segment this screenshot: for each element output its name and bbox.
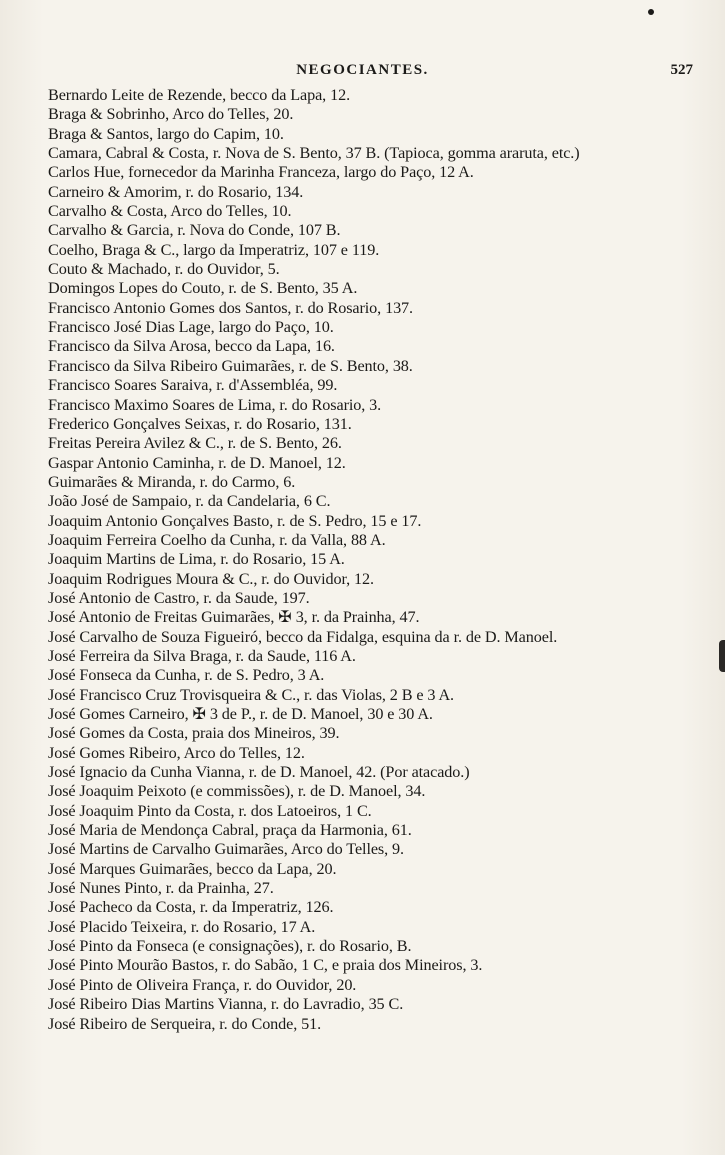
directory-entry: José Pinto da Fonseca (e consignações), r. do Rosario, B. [48, 937, 412, 956]
merchant-directory-list [48, 86, 698, 1034]
directory-entry: José Marques Guimarães, becco da Lapa, 20. [48, 859, 337, 878]
directory-entry: José Maria de Mendonça Cabral, praça da Harmonia, 61. [48, 821, 412, 840]
running-head-title: NEGOCIANTES. [296, 62, 429, 78]
directory-entry: José Pacheco da Costa, r. da Imperatriz, 126. [48, 898, 334, 917]
directory-entry: Braga & Santos, largo do Capim, 10. [48, 124, 284, 143]
directory-entry: José Fonseca da Cunha, r. de S. Pedro, 3 A. [48, 666, 325, 685]
directory-entry: José Gomes Ribeiro, Arco do Telles, 12. [48, 743, 305, 762]
directory-entry: José Joaquim Peixoto (e commissões), r. de D. Manoel, 34. [48, 782, 426, 801]
directory-entry: José Gomes da Costa, praia dos Mineiros, 39. [48, 724, 340, 743]
directory-entry: Francisco Soares Saraiva, r. d'Assembléa, 99. [48, 376, 338, 395]
directory-entry: João José de Sampaio, r. da Candelaria, 6 C. [48, 492, 331, 511]
directory-entry: Francisco Maximo Soares de Lima, r. do Rosario, 3. [48, 395, 382, 414]
directory-entry: Domingos Lopes do Couto, r. de S. Bento, 35 A. [48, 279, 358, 298]
directory-entry: José Pinto Mourão Bastos, r. do Sabão, 1 C, e praia dos Mineiros, 3. [48, 956, 483, 975]
page-number: 527 [670, 62, 693, 78]
directory-entry: Carvalho & Costa, Arco do Telles, 10. [48, 202, 292, 221]
directory-entry: José Ferreira da Silva Braga, r. da Saude, 116 A. [48, 646, 356, 665]
directory-entry: José Nunes Pinto, r. da Prainha, 27. [48, 879, 274, 898]
directory-entry: Joaquim Antonio Gonçalves Basto, r. de S. Pedro, 15 e 17. [48, 511, 422, 530]
directory-entry: José Ribeiro Dias Martins Vianna, r. do Lavradio, 35 C. [48, 995, 404, 1014]
directory-entry: José Joaquim Pinto da Costa, r. dos Latoeiros, 1 C. [48, 801, 372, 820]
page-header [0, 62, 725, 84]
ink-spot [648, 9, 654, 15]
directory-entry: José Antonio de Freitas Guimarães, ✠ 3, r. da Prainha, 47. [48, 608, 420, 627]
directory-entry: José Ignacio da Cunha Vianna, r. de D. Manoel, 42. (Por atacado.) [48, 763, 470, 782]
directory-entry: Francisco José Dias Lage, largo do Paço, 10. [48, 318, 334, 337]
directory-entry: Guimarães & Miranda, r. do Carmo, 6. [48, 472, 296, 491]
directory-entry: Francisco da Silva Ribeiro Guimarães, r. de S. Bento, 38. [48, 356, 413, 375]
directory-entry: José Ribeiro de Serqueira, r. do Conde, 51. [48, 1014, 322, 1033]
directory-entry: José Pinto de Oliveira França, r. do Ouvidor, 20. [48, 975, 357, 994]
directory-entry: Camara, Cabral & Costa, r. Nova de S. Bento, 37 B. (Tapioca, gomma araruta, etc.) [48, 144, 580, 163]
directory-entry: Gaspar Antonio Caminha, r. de D. Manoel, 12. [48, 453, 346, 472]
directory-entry: Bernardo Leite de Rezende, becco da Lapa, 12. [48, 86, 351, 104]
directory-entry: José Francisco Cruz Trovisqueira & C., r. das Violas, 2 B e 3 A. [48, 685, 454, 704]
directory-entry: Braga & Sobrinho, Arco do Telles, 20. [48, 105, 294, 124]
page-edge-mark [719, 640, 725, 672]
directory-entry: Couto & Machado, r. do Ouvidor, 5. [48, 260, 280, 279]
directory-entry: Joaquim Martins de Lima, r. do Rosario, 15 A. [48, 550, 345, 569]
directory-entry: Freitas Pereira Avilez & C., r. de S. Bento, 26. [48, 434, 342, 453]
directory-entry: Carvalho & Garcia, r. Nova do Conde, 107 B. [48, 221, 341, 240]
directory-entry: Francisco Antonio Gomes dos Santos, r. do Rosario, 137. [48, 298, 414, 317]
directory-entry: José Antonio de Castro, r. da Saude, 197. [48, 588, 310, 607]
directory-entry: Frederico Gonçalves Seixas, r. do Rosario, 131. [48, 414, 352, 433]
directory-entry: Francisco da Silva Arosa, becco da Lapa, 16. [48, 337, 335, 356]
directory-entry: Joaquim Rodrigues Moura & C., r. do Ouvidor, 12. [48, 569, 374, 588]
directory-entry: Joaquim Ferreira Coelho da Cunha, r. da Valla, 88 A. [48, 530, 386, 549]
directory-entry: José Martins de Carvalho Guimarães, Arco do Telles, 9. [48, 840, 404, 859]
directory-entry: José Placido Teixeira, r. do Rosario, 17 A. [48, 917, 316, 936]
directory-entry: Coelho, Braga & C., largo da Imperatriz, 107 e 119. [48, 240, 380, 259]
directory-entry: José Gomes Carneiro, ✠ 3 de P., r. de D. Manoel, 30 e 30 A. [48, 705, 433, 723]
directory-entry: Carlos Hue, fornecedor da Marinha Franceza, largo do Paço, 12 A. [48, 163, 474, 182]
directory-entry: Carneiro & Amorim, r. do Rosario, 134. [48, 182, 304, 201]
directory-entry: José Carvalho de Souza Figueiró, becco da Fidalga, esquina da r. de D. Manoel. [48, 627, 558, 646]
